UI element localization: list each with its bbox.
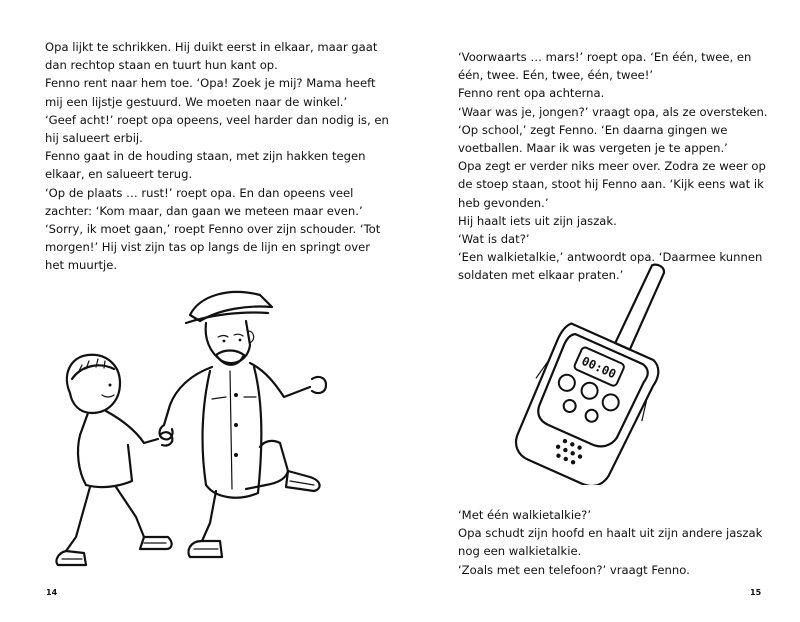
paragraph: ‘Waar was je, jongen?’ vraagt opa, als ze oversteken. xyxy=(458,104,768,119)
right-page-text-bottom xyxy=(458,506,778,579)
paragraph: Fenno rent opa achterna. xyxy=(458,86,605,101)
paragraph: ‘Op school,’ zegt Fenno. ‘En daarna gingen we voetballen. Maar ik was vergeten je te appen.’ xyxy=(458,122,728,156)
right-page xyxy=(400,0,800,622)
paragraph: ‘Zoals met een telefoon?’ vraagt Fenno. xyxy=(458,562,690,577)
paragraph: Hij haalt iets uit zijn jaszak. xyxy=(458,213,617,228)
page-number: 15 xyxy=(750,588,762,597)
paragraph: ‘Een walkietalkie,’ antwoordt opa. ‘Daarmee kunnen soldaten met elkaar praten.’ xyxy=(458,250,763,283)
walkie-display-text: 00:00 xyxy=(579,353,619,382)
paragraph: Fenno gaat in de houding staan, met zijn hakken tegen elkaar, en salueert terug. xyxy=(45,149,366,182)
paragraph: ‘Geef acht!’ roept opa opeens, veel harder dan nodig is, en hij salueert erbij. xyxy=(45,112,389,146)
paragraph: Fenno rent naar hem toe. ‘Opa! Zoek je mij? Mama heeft mij een lijstje gestuurd. We moeten naar de winkel.’ xyxy=(45,76,376,109)
paragraph: ‘Met één walkietalkie?’ xyxy=(458,508,592,522)
grandpa-figure xyxy=(160,292,327,557)
paragraph: ‘Sorry, ik moet gaan,’ roept Fenno over zijn schouder. ‘Tot morgen!’ Hij vist zijn tas op langs de lijn en springt over het muurtje. xyxy=(45,222,381,273)
paragraph: ‘Wat is dat?’ xyxy=(458,232,530,247)
paragraph: Opa lijkt te schrikken. Hij duikt eerst in elkaar, maar gaat dan rechtop staan en tuurt hun kant op. xyxy=(45,40,378,73)
paragraph: ‘Voorwaarts … mars!’ roept opa. ‘En één, twee, en één, twee. Eén, twee, één, twee!’ xyxy=(458,50,752,83)
page-number: 14 xyxy=(46,588,58,597)
boy-figure xyxy=(56,355,172,565)
paragraph: Opa zegt er verder niks meer over. Zodra ze weer op de stoep staan, stoot hij Fenno aan. ‘Kijk eens wat ik heb gevonden.’ xyxy=(458,159,766,210)
left-page-text xyxy=(45,38,390,275)
walkie-talkie-illustration xyxy=(500,240,680,485)
boy-and-grandpa-marching-illustration xyxy=(40,275,370,585)
paragraph: ‘Op de plaats … rust!’ roept opa. En dan opeens veel zachter: ‘Kom maar, dan gaan we meteen maar even.’ xyxy=(45,185,363,218)
paragraph: Opa schudt zijn hoofd en haalt uit zijn andere jaszak nog een walkietalkie. xyxy=(458,526,763,559)
